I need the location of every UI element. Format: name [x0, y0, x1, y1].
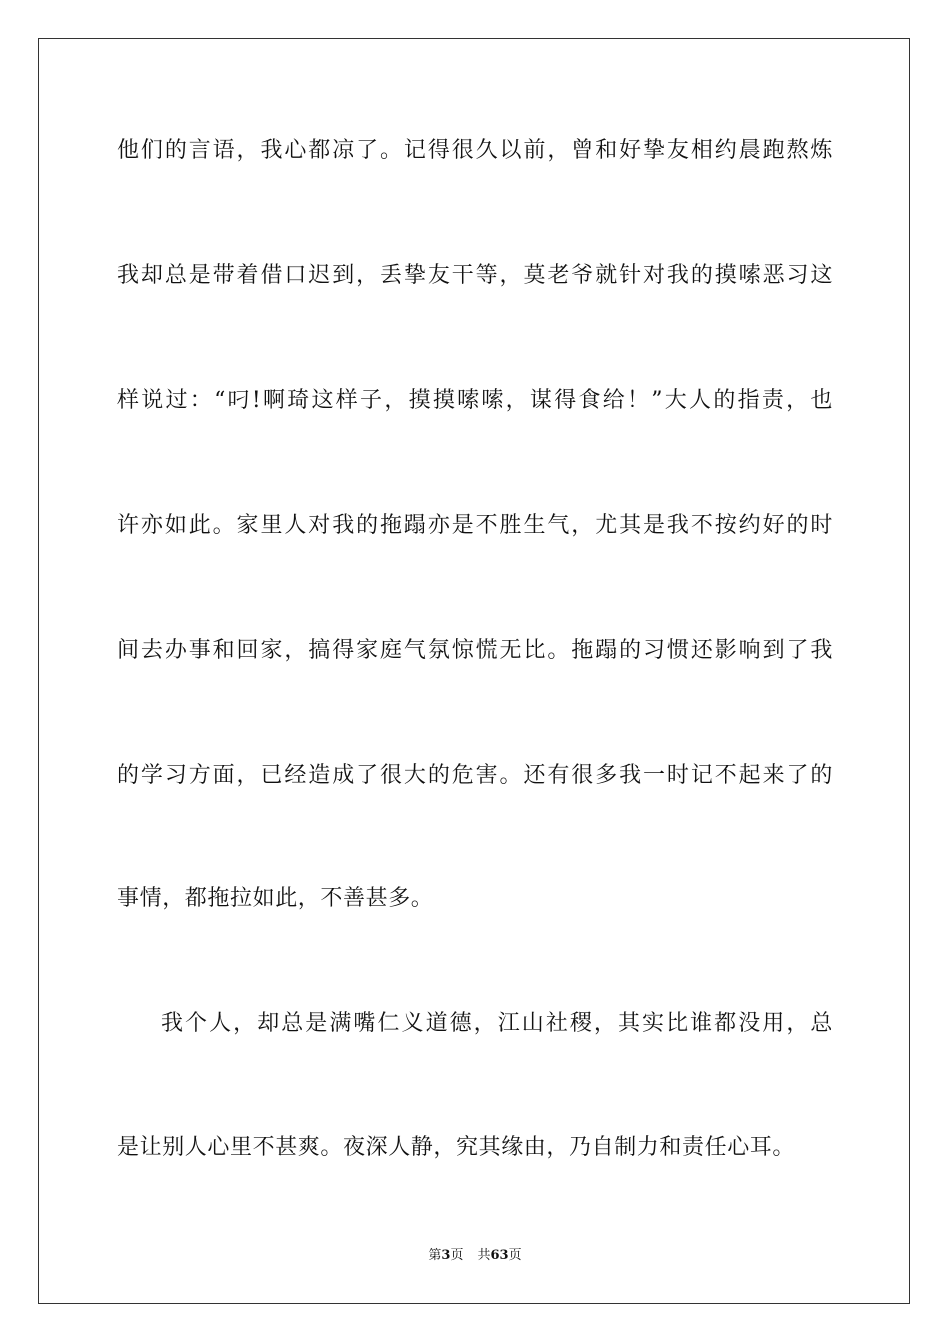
text-line-7: 事情，都拖拉如此，不善甚多。	[117, 886, 434, 911]
page-number: 3	[441, 1248, 451, 1263]
text-line-3: 样说过：“叼!啊琦这样子，摸摸嗦嗦，谋得食给！”大人的指责，也	[117, 388, 833, 413]
text-line-1: 他们的言语，我心都凉了。记得很久以前，曾和好挚友相约晨跑熬炼	[117, 138, 833, 163]
page-footer	[0, 1247, 950, 1265]
page-suffix: 页	[450, 1248, 464, 1263]
text-line-2: 我却总是带着借口迟到，丢挚友干等，莫老爷就针对我的摸嗦恶习这	[117, 263, 833, 288]
total-suffix: 页	[508, 1248, 522, 1263]
text-line-4: 许亦如此。家里人对我的拖蹋亦是不胜生气，尤其是我不按约好的时	[117, 513, 833, 538]
text-line-6: 的学习方面，已经造成了很大的危害。还有很多我一时记不起来了的	[117, 763, 833, 788]
paragraph-start-line: 我个人，却总是满嘴仁义道德，江山社稷，其实比谁都没用，总	[161, 1011, 833, 1036]
total-pages: 63	[490, 1248, 509, 1263]
page-prefix: 第	[428, 1248, 442, 1263]
text-line-5: 间去办事和回家，搞得家庭气氛惊慌无比。拖蹋的习惯还影响到了我	[117, 638, 833, 663]
text-line-9: 是让别人心里不甚爽。夜深人静，究其缘由，乃自制力和责任心耳。	[117, 1135, 796, 1160]
page-border	[38, 38, 910, 1304]
total-prefix: 共	[477, 1248, 491, 1263]
